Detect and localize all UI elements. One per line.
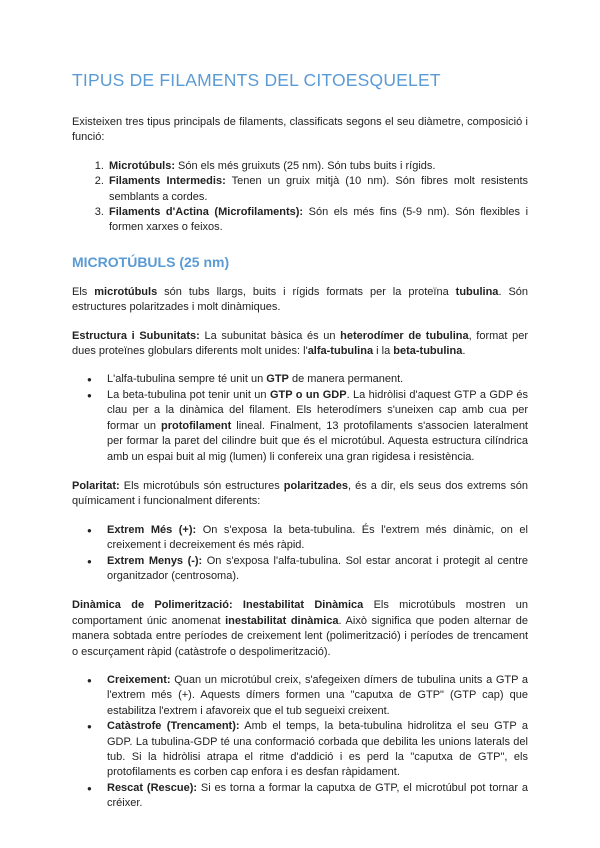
filament-types-list <box>72 159 528 236</box>
dynamics-paragraph: Dinàmica de Polimerització: Inestabilitat Dinàmica Els microtúbuls mostren un comportament únic anomenat inestabilitat dinàmica. Això significa que poden alternar de manera sobtada entre períodes de creixement lent (polimerització) i períodes de trencament o escurçament ràpid (catàstrofe o despolimerització). <box>72 599 528 658</box>
microtubules-definition: Els microtúbuls són tubs llargs, buits i rígids formats per la proteïna tubulina. Són estructures polaritzades i molt dinàmiques. <box>72 285 529 314</box>
list-item: ● Extrem Menys (-): On s'exposa l'alfa-tubulina. Sol estar ancorat i protegit al centre organitzador (centrosoma). <box>107 554 528 585</box>
list-item: ● Catàstrofe (Trencament): Amb el temps, la beta-tubulina hidrolitza el seu GTP a GDP. La tubulina-GDP té una conformació corbada que debilita les unions laterals del tub. Si la hidròlisi atrapa el ritme d'addició i es perd la "caputxa de GTP", els protofilaments es corben cap enfora i es desfan ràpidament. <box>107 719 528 781</box>
list-item: ● Rescat (Rescue): Si es torna a formar la caputxa de GTP, el microtúbul pot tornar a créixer. <box>107 781 528 812</box>
polarity-bullets <box>72 523 528 585</box>
page-title: TIPUS DE FILAMENTS DEL CITOESQUELET <box>72 70 441 90</box>
list-item: ● Creixement: Quan un microtúbul creix, s'afegeixen dímers de tubulina units a GTP a l'extrem més (+). Aquests dímers formen una "caputxa de GTP" (GTP cap) que estabilitza l'extrem i afavoreix que el tub segueixi creixent. <box>107 673 528 719</box>
structure-paragraph: Estructura i Subunitats: La subunitat bàsica és un heterodímer de tubulina, format per dues proteïnes globulars diferents molt unides: l'alfa-tubulina i la beta-tubulina. <box>72 329 528 358</box>
intro-paragraph: Existeixen tres tipus principals de filaments, classificats segons el seu diàmetre, composició i funció: <box>72 116 528 144</box>
section-title: MICROTÚBULS (25 nm) <box>72 253 230 270</box>
list-item: 3. Filaments d'Actina (Microfilaments): Són els més fins (5-9 nm). Són flexibles i formen xarxes o feixos. <box>107 205 528 236</box>
list-item: 2. Filaments Intermedis: Tenen un gruix mitjà (10 nm). Són fibres molt resistents semblants a cordes. <box>107 174 528 205</box>
list-item: ● La beta-tubulina pot tenir unit un GTP o un GDP. La hidròlisi d'aquest GTP a GDP és clau per a la dinàmica del filament. Els heterodímers s'uneixen cap amb cua per formar un protofilament lineal. Finalment, 13 protofilaments s'associen lateralment per formar la paret del cilindre buit que és el microtúbul. Aquesta estructura cilíndrica amb un espai buit al mig (lumen) li confereix una gran rigidesa i resistència. <box>107 388 528 465</box>
list-item: ● Extrem Més (+): On s'exposa la beta-tubulina. És l'extrem més dinàmic, on el creixement i decreixement és més ràpid. <box>107 523 528 554</box>
polarity-paragraph: Polaritat: Els microtúbuls són estructures polaritzades, és a dir, els seus dos extrems són químicament i funcionalment diferents: <box>72 479 528 508</box>
structure-bullets <box>72 372 528 464</box>
list-item: 1. Microtúbuls: Són els més gruixuts (25 nm). Són tubs buits i rígids. <box>107 159 528 174</box>
list-item: ● L'alfa-tubulina sempre té unit un GTP de manera permanent. <box>107 372 528 387</box>
dynamics-bullets <box>72 673 528 812</box>
